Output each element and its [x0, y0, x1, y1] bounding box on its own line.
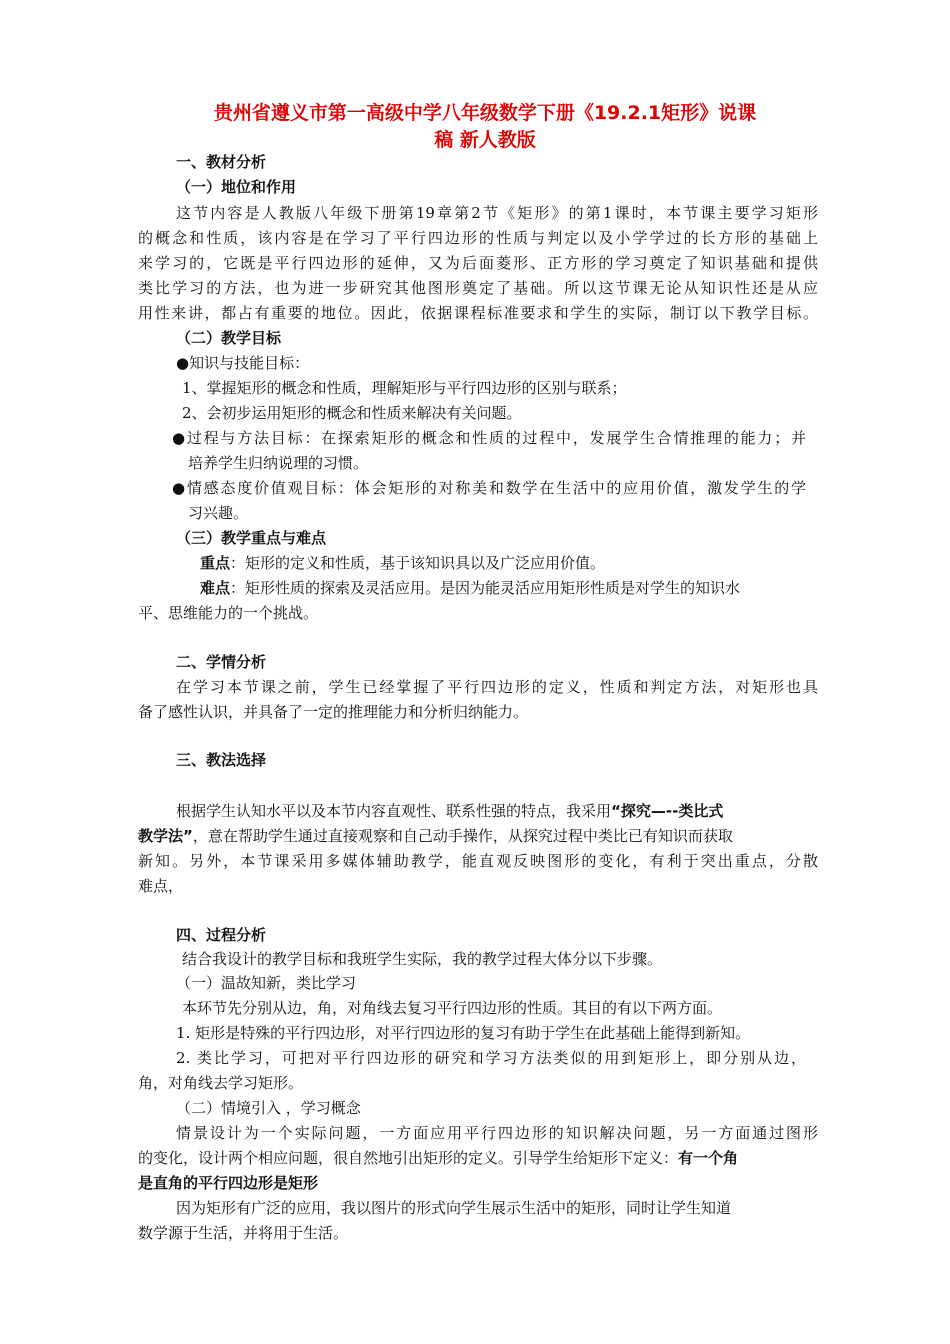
paragraph-line: 用性来讲，都占有重要的地位。因此，依据课程标准要求和学生的实际，制订以下教学目标。	[138, 304, 818, 322]
section-heading-1: 一、教材分析	[176, 153, 267, 171]
step-1-text: 本环节先分别从边，角，对角线去复习平行四边形的性质。其目的有以下两方面。	[182, 999, 723, 1017]
key-point	[200, 553, 605, 573]
process-intro: 结合我设计的教学目标和我班学生实际，我的教学过程大体分以下步骤。	[182, 950, 663, 968]
hard-point	[200, 578, 740, 598]
subheading-goals: （二）教学目标	[176, 329, 282, 347]
step-2-text-2	[138, 1148, 738, 1168]
definition-bold: 有一个角	[678, 1149, 739, 1167]
document-title	[150, 100, 820, 154]
method-line-2	[138, 826, 733, 846]
method-bold-2: 教学法”	[138, 827, 193, 845]
paragraph-line: 来学习的，它既是平行四边形的延伸，又为后面菱形、正方形的学习奠定了知识基础和提供	[138, 254, 818, 272]
method-bold: “探究—--类比式	[611, 802, 724, 820]
paragraph-line: 的概念和性质，该内容是在学习了平行四边形的性质与判定以及小学学过的长方形的基础上	[138, 229, 818, 247]
key-text: ：矩形的定义和性质，基于该知识具以及广泛应用价值。	[230, 554, 606, 572]
step-1-item-1: 1. 矩形是特殊的平行四边形，对平行四边形的复习有助于学生在此基础上能得到新知。	[176, 1024, 751, 1042]
goal-process: ●过程与方法目标：在探索矩形的概念和性质的过程中，发展学生合情推理的能力；并	[172, 429, 806, 447]
hard-text: ：矩形性质的探索及灵活应用。是因为能灵活应用矩形性质是对学生的知识水	[230, 579, 741, 597]
method-line-4: 难点，	[138, 877, 184, 895]
subheading-position: （一）地位和作用	[176, 178, 297, 196]
step-1-item-2: 2. 类比学习，可把对平行四边形的研究和学习方法类似的用到矩形上，即分别从边，	[176, 1049, 806, 1067]
step-2-heading: （二）情境引入 ，学习概念	[176, 1099, 361, 1117]
goal-process-cont: 培养学生归纳说理的习惯。	[188, 454, 369, 472]
goal-emotion-cont: 习兴趣。	[188, 504, 249, 522]
goal-item-1: 1、掌握矩形的概念和性质，理解矩形与平行四边形的区别与联系；	[182, 379, 627, 397]
step-2-text-2a: 的变化，设计两个相应问题，很自然地引出矩形的定义。引导学生给矩形下定义：	[138, 1149, 679, 1167]
step-1-heading: （一）温故知新，类比学习	[176, 974, 357, 992]
hard-point-cont: 平、思维能力的一个挑战。	[138, 604, 319, 622]
subheading-keypoints: （三）教学重点与难点	[176, 529, 327, 547]
method-text-2: ，意在帮助学生通过直接观察和自己动手操作，从探究过程中类比已有知识而获取	[192, 827, 733, 845]
title-line-2: 稿 新人教版	[434, 129, 536, 151]
goal-item-2: 2、会初步运用矩形的概念和性质来解决有关问题。	[182, 404, 522, 422]
method-line-1	[176, 801, 723, 821]
goal-emotion: ●情感态度价值观目标：体会矩形的对称美和数学在生活中的应用价值，激发学生的学	[172, 479, 806, 497]
step-2-text-1: 情景设计为一个实际问题，一方面应用平行四边形的知识解决问题，另一方面通过图形	[176, 1124, 818, 1142]
goal-knowledge: ●知识与技能目标：	[176, 354, 310, 372]
hard-label: 难点	[200, 579, 231, 597]
section-heading-3: 三、教法选择	[176, 751, 267, 769]
step-1-item-2-cont: 角，对角线去学习矩形。	[138, 1074, 304, 1092]
paragraph-line: 类比学习的方法，也为进一步研究其他图形奠定了基础。所以这节课无论从知识性还是从应	[138, 279, 818, 297]
section-heading-4: 四、过程分析	[176, 926, 267, 944]
step-2-text-5: 数学源于生活，并将用于生活。	[138, 1224, 349, 1242]
method-line-3: 新知。另外，本节课采用多媒体辅助教学，能直观反映图形的变化，有利于突出重点，分散	[138, 852, 818, 870]
key-label: 重点	[200, 554, 231, 572]
method-text: 根据学生认知水平以及本节内容直观性、联系性强的特点，我采用	[176, 802, 612, 820]
section-heading-2: 二、学情分析	[176, 653, 267, 671]
title-line-1: 贵州省遵义市第一高级中学八年级数学下册《19.2.1矩形》说课	[213, 102, 757, 124]
paragraph-line: 在学习本节课之前，学生已经掌握了平行四边形的定义，性质和判定方法，对矩形也具	[176, 678, 818, 696]
paragraph-line: 备了感性认识，并具备了一定的推理能力和分析归纳能力。	[138, 703, 529, 721]
paragraph-line: 这节内容是人教版八年级下册第19章第2节《矩形》的第1课时，本节课主要学习矩形	[176, 204, 818, 222]
step-2-text-4: 因为矩形有广泛的应用，我以图片的形式向学生展示生活中的矩形，同时让学生知道	[176, 1199, 732, 1217]
definition-bold-cont: 是直角的平行四边形是矩形	[138, 1174, 319, 1192]
